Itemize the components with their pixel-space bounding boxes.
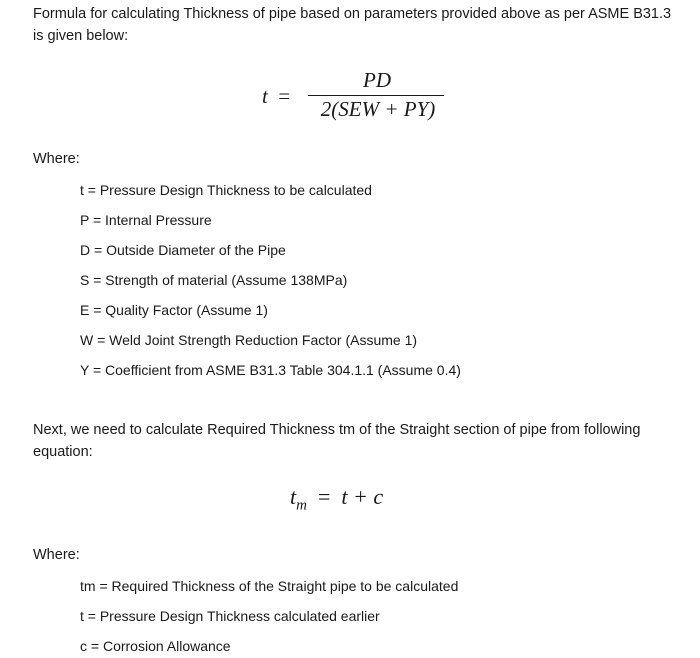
required-thickness-equation bbox=[290, 484, 383, 514]
intro-line-1: Formula for calculating Thickness of pipe based on parameters provided above as per ASME B31.3 bbox=[33, 6, 672, 22]
where-label-1: Where: bbox=[33, 151, 80, 167]
intro-line-2: is given below: bbox=[33, 28, 129, 44]
equation2-equals: = bbox=[317, 484, 331, 509]
equation2-lhs: $t_m$ bbox=[290, 484, 307, 514]
definition-y: Y = Coefficient from ASME B31.3 Table 304.1.1 (Assume 0.4) bbox=[80, 362, 461, 378]
definition-tm: tm = Required Thickness of the Straight pipe to be calculated bbox=[80, 578, 459, 594]
next-line-2: equation: bbox=[33, 444, 93, 460]
definition-c: c = Corrosion Allowance bbox=[80, 638, 231, 654]
next-line-1: Next, we need to calculate Required Thickness tm of the Straight section of pipe from following bbox=[33, 422, 641, 438]
definition-p: P = Internal Pressure bbox=[80, 212, 212, 228]
equation-lhs: t = bbox=[262, 84, 291, 108]
equation-denominator: 2(SEW + PY) bbox=[320, 97, 436, 121]
definition-t: t = Pressure Design Thickness to be calculated bbox=[80, 182, 372, 198]
definition-e: E = Quality Factor (Assume 1) bbox=[80, 302, 268, 318]
definition-w: W = Weld Joint Strength Reduction Factor (Assume 1) bbox=[80, 332, 418, 348]
where-label-2: Where: bbox=[33, 547, 80, 563]
thickness-equation bbox=[262, 66, 462, 126]
next-paragraph bbox=[33, 419, 673, 463]
definition-t-earlier: t = Pressure Design Thickness calculated earlier bbox=[80, 608, 380, 624]
definition-d: D = Outside Diameter of the Pipe bbox=[80, 242, 286, 258]
equation2-rhs: t + c bbox=[341, 484, 384, 509]
definition-s: S = Strength of material (Assume 138MPa) bbox=[80, 272, 348, 288]
intro-paragraph bbox=[33, 3, 673, 47]
equation-numerator: PD bbox=[363, 68, 391, 92]
fraction-bar bbox=[308, 95, 444, 96]
